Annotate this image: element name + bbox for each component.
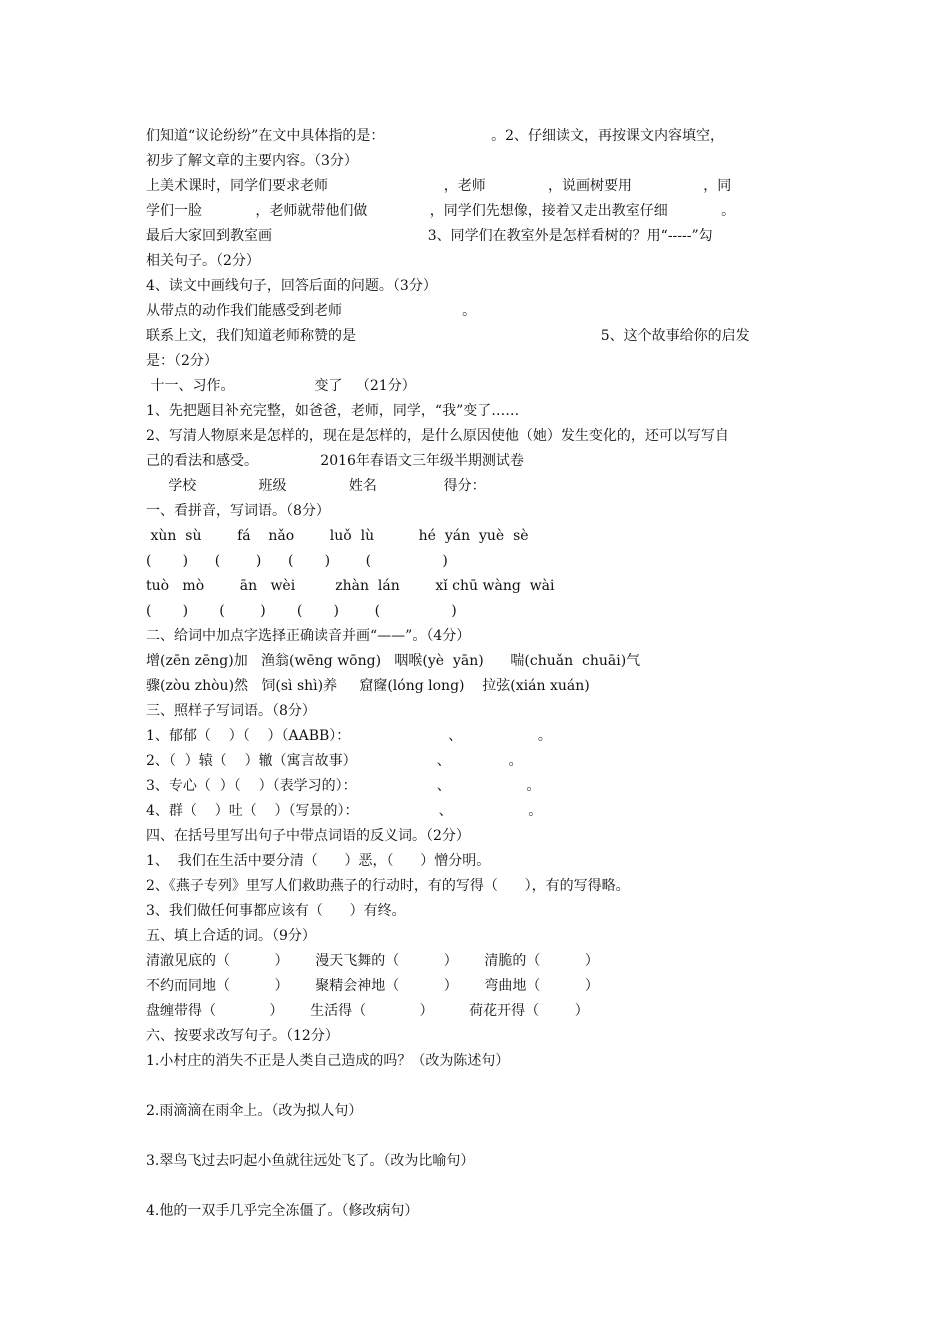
text-line: 3、专心（ ）（ ）（表学习的）： 、 。 [146,778,541,794]
question-line: 3.翠鸟飞过去叼起小鱼就往远处飞了。（改为比喻句） [146,1153,475,1169]
text-line: 从带点的动作我们能感受到老师 。 [146,303,477,319]
answer-blank-line: ( ) ( ) ( ) ( ) [146,553,448,569]
text-line: 学们一脸 ，老师就带他们做 ，同学们先想像，接着又走出教室仔细 。 [146,203,736,219]
section-heading: 四、在括号里写出句子中带点词语的反义词。（2分） [146,828,470,844]
section-heading: 二、给词中加点字选择正确读音并画“——”。（4分） [146,628,471,644]
text-line: 增(zēn zēng)加 渔翁(wēng wōng) 咽喉(yè yān) 喘(chuǎn chuāi)气 [146,653,641,669]
text-line: 上美术课时，同学们要求老师 ，老师 ，说画树要用 ，同 [146,178,732,194]
text-line: 清澈见底的（ ） 漫天飞舞的（ ） 清脆的（ ） [146,953,599,969]
section-heading: 六、按要求改写句子。（12分） [146,1028,339,1044]
pinyin-line: tuò mò ān wèi zhàn lán xǐ chū wàng wài [146,578,555,594]
pinyin-line: xùn sù fá nǎo luǒ lù hé yán yuè sè [146,528,529,544]
text-line: 4、群（ ）吐（ ）（写景的）： 、 。 [146,803,543,819]
text-line: 们知道“议论纷纷”在文中具体指的是： 。2、仔细读文，再按课文内容填空， [146,128,725,144]
student-info-line: 学校 班级 姓名 得分： [146,478,486,494]
text-line: 1、先把题目补充完整，如爸爸，老师，同学，“我”变了…… [146,403,520,419]
section-heading: 十一、习作。 变了 （21分） [146,378,416,394]
question-line: 2.雨滴滴在雨伞上。（改为拟人句） [146,1103,363,1119]
section-heading: 五、填上合适的词。（9分） [146,928,316,944]
text-line: 1、郁郁（ ）（ ）（AABB）： 、 。 [146,728,552,744]
text-line: 4、读文中画线句子，回答后面的问题。（3分） [146,278,437,294]
text-line: 最后大家回到教室画 3、同学们在教室外是怎样看树的？用“-----”勾 [146,228,713,244]
answer-blank-line: ( ) ( ) ( ) ( ) [146,603,457,619]
section-heading: 一、看拼音，写词语。（8分） [146,503,330,519]
answer-space [146,1174,810,1199]
answer-space [146,1124,810,1149]
text-line: 相关句子。（2分） [146,253,260,269]
text-line: 盘缠带得（ ） 生活得（ ） 荷花开得（ ） [146,1003,589,1019]
text-line: 不约而同地（ ） 聚精会神地（ ） 弯曲地（ ） [146,978,599,994]
document-page [146,124,810,1224]
text-line: 初步了解文章的主要内容。（3分） [146,153,358,169]
text-line: 是：（2分） [146,353,218,369]
text-line: 2、《燕子专列》里写人们救助燕子的行动时，有的写得（ ），有的写得略。 [146,878,630,894]
question-line: 1.小村庄的消失不正是人类自己造成的吗？（改为陈述句） [146,1053,510,1069]
exam-title-line: 己的看法和感受。 2016年春语文三年级半期测试卷 [146,453,524,469]
text-line: 联系上文，我们知道老师称赞的是 5、这个故事给你的启发 [146,328,750,344]
question-line: 4.他的一双手几乎完全冻僵了。（修改病句） [146,1203,419,1219]
text-line: 3、我们做任何事都应该有（ ）有终。 [146,903,406,919]
text-line: 骤(zòu zhòu)然 饲(sì shì)养 窟窿(lóng long) 拉弦(xián xuán) [146,678,590,694]
section-heading: 三、照样子写词语。（8分） [146,703,316,719]
text-line: 2、写清人物原来是怎样的，现在是怎样的，是什么原因使他（她）发生变化的，还可以写写自 [146,428,729,444]
answer-space [146,1074,810,1099]
text-line: 2、（ ）辕（ ）辙（寓言故事） 、 。 [146,753,523,769]
text-line: 1、 我们在生活中要分清（ ）恶，（ ）憎分明。 [146,853,491,869]
